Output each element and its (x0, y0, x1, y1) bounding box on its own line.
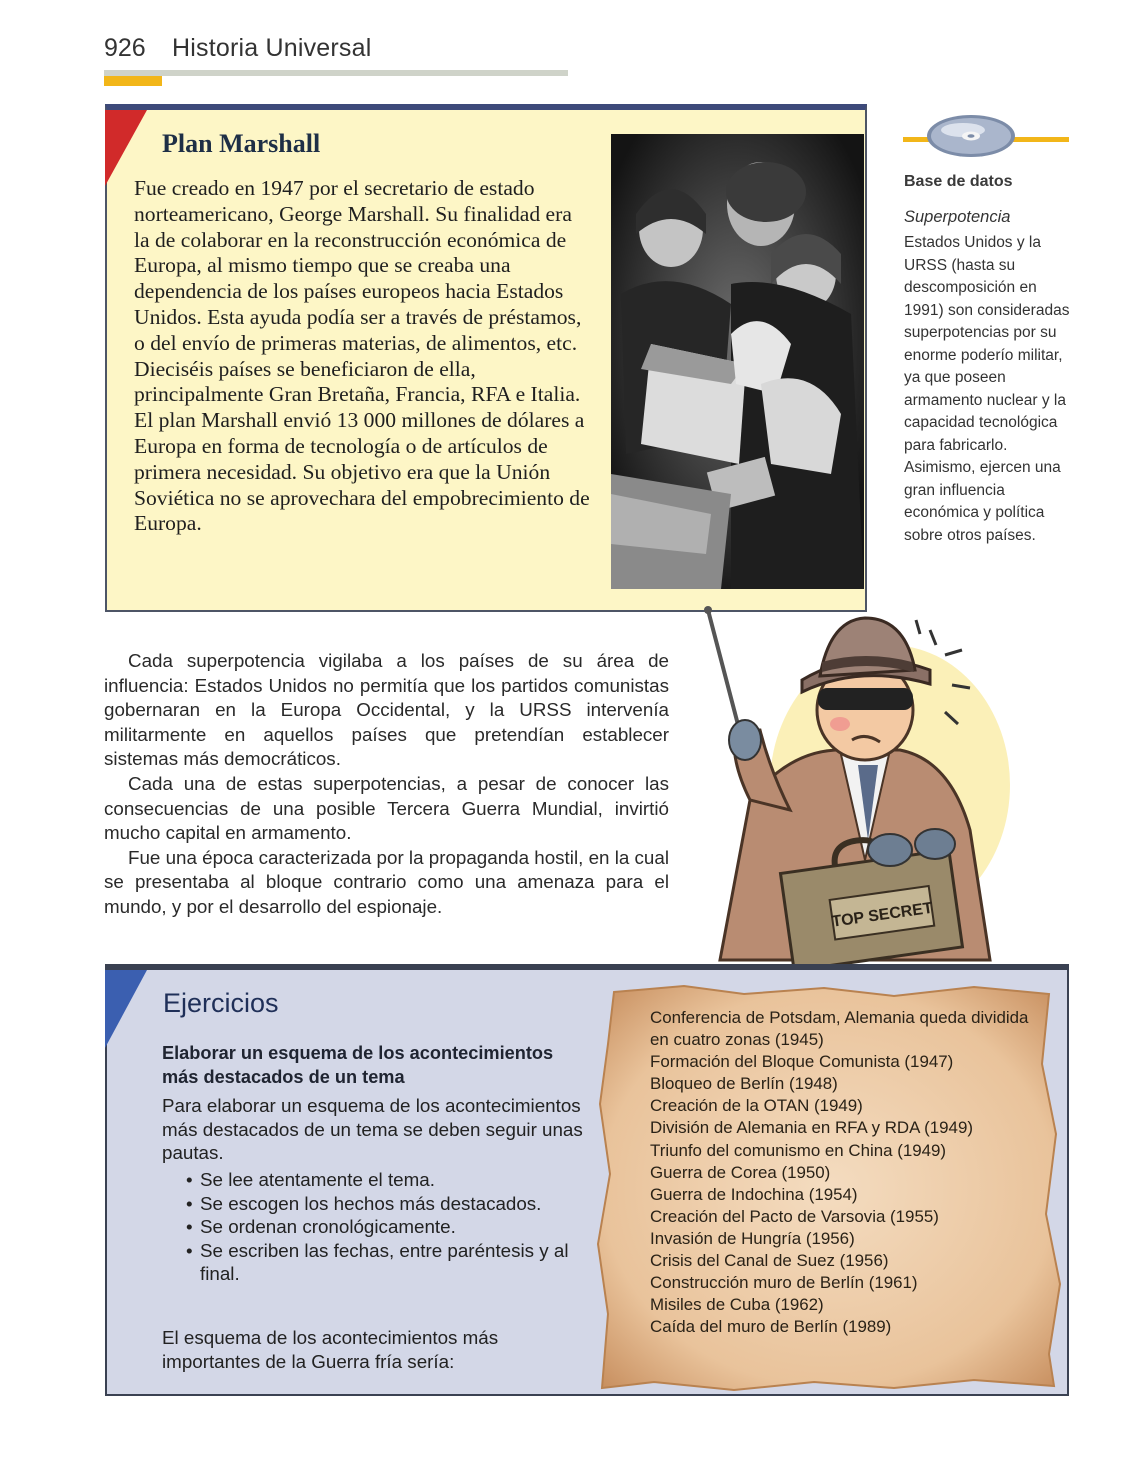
exercises-outro: El esquema de los acontecimientos más importantes de la Guerra fría sería: (162, 1327, 499, 1372)
main-paragraph: Fue una época caracterizada por la propaganda hostil, en la cual se presentaba al bloque contrario como una amenaza para el mundo, y por el desarrollo del espionaje. (104, 846, 669, 917)
bullet-icon: • (186, 1169, 193, 1190)
book-title: Historia Universal (172, 34, 372, 62)
timeline-item: Creación de la OTAN (1949) (650, 1096, 863, 1116)
cold-war-timeline (650, 1007, 1030, 1338)
timeline-item: Caída del muro de Berlín (1989) (650, 1317, 892, 1337)
bullet-icon: • (186, 1192, 193, 1214)
timeline-item: Creación del Pacto de Varsovia (1955) (650, 1206, 939, 1226)
corner-accent-red (105, 110, 147, 186)
top-secret-label: TOP SECRET (830, 899, 934, 931)
header-rule (104, 70, 568, 76)
timeline-item: Misiles de Cuba (1962) (650, 1295, 824, 1315)
plan-marshall-title: Plan Marshall (162, 129, 321, 158)
exercises-subtitle: Elaborar un esquema de los acontecimientos más destacados de un tema (162, 1043, 554, 1087)
bullet-icon: • (186, 1216, 193, 1237)
header-accent-bar (104, 76, 162, 86)
exercises-title: Ejercicios (163, 988, 279, 1018)
exercise-step: • Se ordenan cronológicamente. (186, 1216, 456, 1237)
bullet-icon: • (186, 1239, 193, 1261)
sidebar-body: Estados Unidos y la URSS (hasta su descomposición en 1991) son consideradas superpotencias por su enorme poderío militar, ya que poseen armamento nuclear y la capacidad tecnológica para fabricarlo. Asimismo, ejercen una gran influencia económica y política sobre otros países. (904, 234, 1070, 544)
plan-marshall-body: Fue creado en 1947 por el secretario de estado norteamericano, George Marshall. Su finalidad era la de colaborar en la reconstrucción económica de Europa, al mismo tiempo que se creaba una dependencia de los países europeos hacia Estados Unidos. Esta ayuda podía ser a través de préstamos, o del envío de primeras materias, de alimentos, etc. Dieciséis países se beneficiaron de ella, principalmente Gran Bretaña, Francia, RFA e Italia. El plan Marshall envió 13 000 millones de dólares a Europa en forma de tecnología o de artículos de primera necesidad. Su objetivo era que la Unión Soviética no se aprovechara del empobrecimiento de Europa. (134, 176, 590, 536)
exercise-step: • Se escogen los hechos más destacados. (186, 1192, 542, 1214)
timeline-item: Bloqueo de Berlín (1948) (650, 1074, 838, 1094)
timeline-item: Invasión de Hungría (1956) (650, 1228, 855, 1248)
timeline-item: Guerra de Indochina (1954) (650, 1184, 858, 1204)
sidebar-title: Base de datos (904, 173, 1013, 190)
timeline-item: Guerra de Corea (1950) (650, 1162, 831, 1182)
sidebar-term: Superpotencia (904, 208, 1011, 226)
timeline-item: Crisis del Canal de Suez (1956) (650, 1251, 889, 1271)
main-paragraph: Cada superpotencia vigilaba a los países de su área de influencia: Estados Unidos no permitía que los partidos comunistas gobernaran en la Europa Occidental, y la URSS intervenía militarmente en aquellos países que pretendían establecer sistemas más democráticos. (104, 650, 669, 770)
timeline-item: División de Alemania en RFA y RDA (1949) (650, 1118, 973, 1138)
timeline-item: Formación del Bloque Comunista (1947) (650, 1052, 954, 1072)
page-number: 926 (104, 34, 146, 62)
exercise-step: • Se lee atentamente el tema. (186, 1169, 435, 1190)
exercises-intro: Para elaborar un esquema de los acontecimientos más destacados de un tema se deben seguir unas pautas. (162, 1095, 583, 1163)
marshall-photo (611, 134, 864, 589)
cd-disc-icon (903, 110, 1069, 160)
timeline-item: Construcción muro de Berlín (1961) (650, 1273, 918, 1293)
spy-illustration (690, 600, 1020, 965)
main-paragraph: Cada una de estas superpotencias, a pesar de conocer las consecuencias de una posible Tercera Guerra Mundial, invirtió mucho capital en armamento. (104, 772, 669, 844)
main-text (104, 649, 669, 920)
timeline-item: Conferencia de Potsdam, Alemania queda dividida en cuatro zonas (1945) (650, 1008, 1029, 1050)
corner-accent-blue (105, 970, 147, 1048)
exercise-step: • Se escriben las fechas, entre paréntesis y al final. (186, 1239, 569, 1284)
exercises-steps (186, 1168, 596, 1286)
timeline-item: Triunfo del comunismo en China (1949) (650, 1140, 947, 1160)
